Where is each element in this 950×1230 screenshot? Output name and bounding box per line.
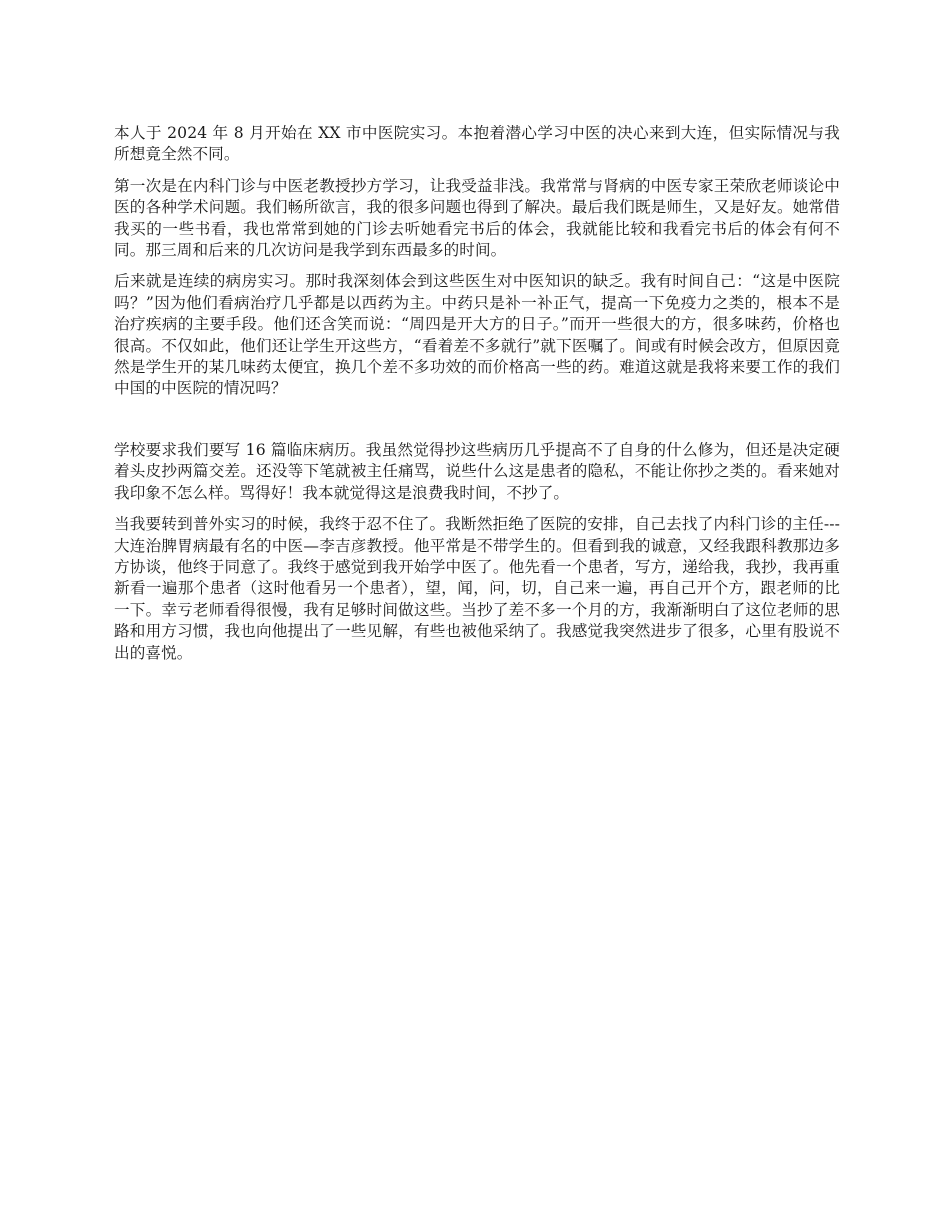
paragraph-ward-internship: 后来就是连续的病房实习。那时我深刻体会到这些医生对中医知识的缺乏。我有时间自己：“这是中医院吗？”因为他们看病治疗几乎都是以西药为主。中药只是补一补正气，提高一下免疫力之类的，根本不是治疗疾病的主要手段。他们还含笑而说：“周四是开大方的日子。”而开一些很大的方，很多味药，价格也很高。不仅如此，他们还让学生开这些方，“看着差不多就行”就下医嘱了。间或有时候会改方，但原因竟然是学生开的某几味药太便宜，换几个差不多功效的而价格高一些的药。难道这就是我将来要工作的我们中国的中医院的情况吗？ — [114, 272, 840, 398]
paragraph-internship-start: 本人于 2024 年 8 月开始在 XX 市中医院实习。本抱着潜心学习中医的决心来到大连，但实际情况与我所想竟全然不同。 — [114, 124, 840, 164]
paragraph-professor-li: 当我要转到普外实习的时候，我终于忍不住了。我断然拒绝了医院的安排，自己去找了内科门诊的主任---大连治脾胃病最有名的中医—李吉彦教授。他平常是不带学生的。但看到我的诚意，又经我跟科教那边多方协谈，他终于同意了。我终于感觉到我开始学中医了。他先看一个患者，写方，递给我，我抄，我再重新看一遍那个患者（这时他看另一个患者），望，闻，问，切，自己来一遍，再自己开个方，跟老师的比一下。幸亏老师看得很慢，我有足够时间做这些。当抄了差不多一个月的方，我渐渐明白了这位老师的思路和用方习惯，我也向他提出了一些见解，有些也被他采纳了。我感觉我突然进步了很多，心里有股说不出的喜悦。 — [114, 515, 840, 662]
paragraph-outpatient-study: 第一次是在内科门诊与中医老教授抄方学习，让我受益非浅。我常常与肾病的中医专家王荣欣老师谈论中医的各种学术问题。我们畅所欲言，我的很多问题也得到了解决。最后我们既是师生，又是好友。她常借我买的一些书看，我也常常到她的门诊去听她看完书后的体会，我就能比较和我看完书后的体会有何不同。那三周和后来的几次访问是我学到东西最多的时间。 — [114, 176, 840, 260]
paragraph-clinical-records: 学校要求我们要写 16 篇临床病历。我虽然觉得抄这些病历几乎提高不了自身的什么修为，但还是决定硬着头皮抄两篇交差。还没等下笔就被主任痛骂，说些什么这是患者的隐私，不能让你抄之类的。看来她对我印象不怎么样。骂得好！我本就觉得这是浪费我时间，不抄了。 — [114, 440, 840, 502]
document-body — [114, 123, 840, 674]
